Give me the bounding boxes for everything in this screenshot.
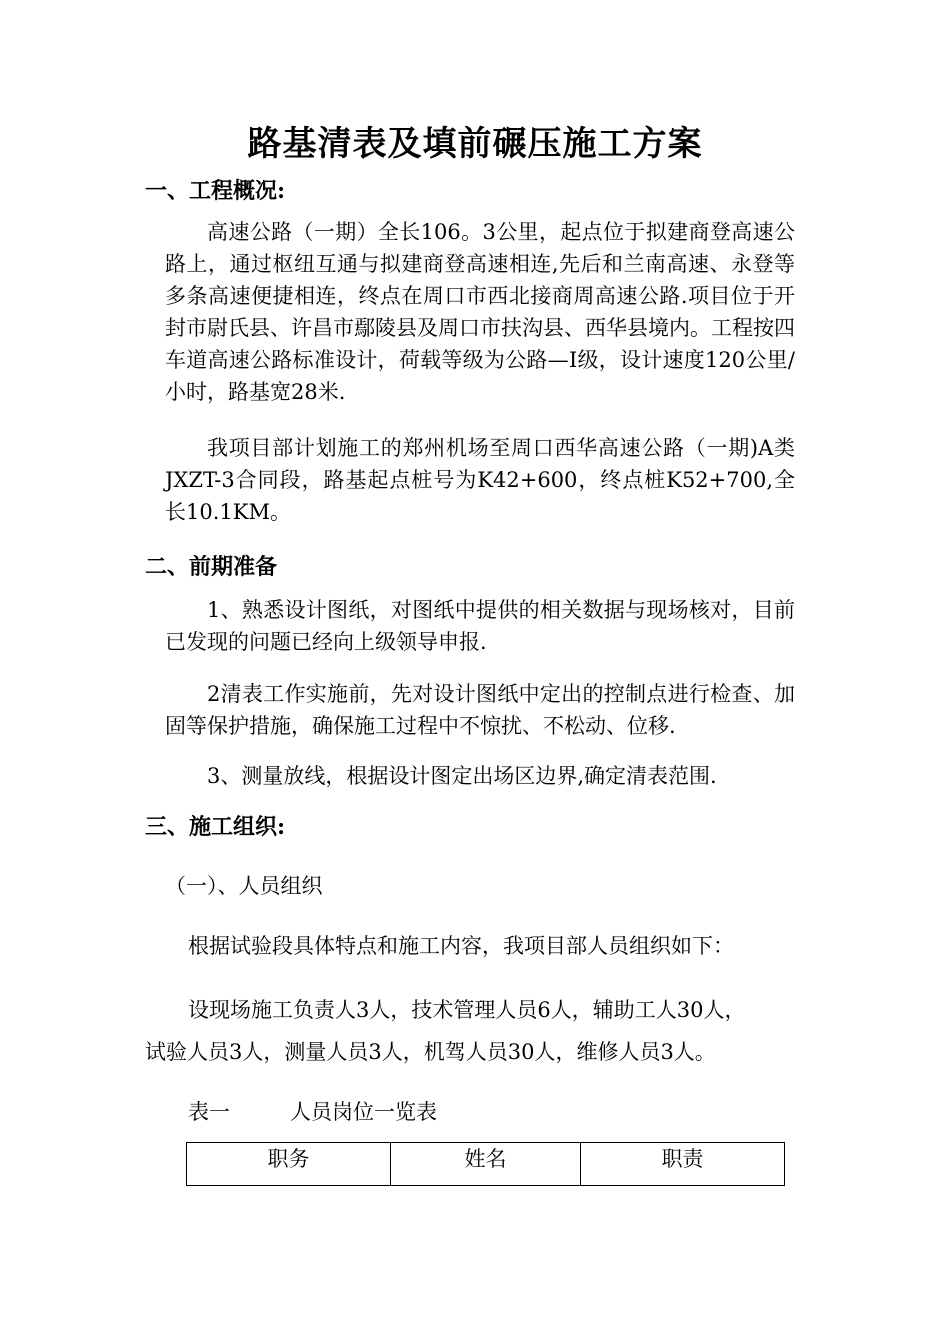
paragraph-overview-1: 高速公路（一期）全长106。3公里，起点位于拟建商登高速公路上，通过枢纽互通与拟建商登高速相连,先后和兰南高速、永登等多条高速便捷相连，终点在周口市西北接商周高速公路.项目位于开封市尉氏县、许昌市鄢陵县及周口市扶沟县、西华县境内。工程按四车道高速公路标准设计，荷载等级为公路—Ⅰ级，设计速度120公里/小时，路基宽28米. <box>165 220 795 404</box>
document-title: 路基清表及填前碾压施工方案 <box>247 124 703 164</box>
table-header-name: 姓名 <box>391 1143 581 1186</box>
paragraph-preparation-3: 3、测量放线，根据设计图定出场区边界,确定清表范围. <box>207 764 717 788</box>
paragraph-preparation-2: 2清表工作实施前，先对设计图纸中定出的控制点进行检查、加固等保护措施，确保施工过程中不惊扰、不松动、位移. <box>165 682 795 738</box>
subheading-personnel: （一）、人员组织 <box>165 874 323 898</box>
paragraph-staff-line-1: 设现场施工负责人3人，技术管理人员6人，辅助工人30人， <box>188 998 746 1022</box>
table-header-position: 职务 <box>187 1143 391 1186</box>
table-header-row <box>187 1143 785 1186</box>
section-heading-preparation: 二、前期准备 <box>145 554 278 580</box>
section-heading-overview: 一、工程概况: <box>145 178 286 204</box>
table-caption-title: 人员岗位一览表 <box>290 1100 437 1124</box>
paragraph-personnel-intro: 根据试验段具体特点和施工内容，我项目部人员组织如下： <box>188 934 734 958</box>
table-caption-number: 表一 <box>188 1100 230 1124</box>
personnel-table <box>186 1142 785 1186</box>
paragraph-overview-2: 我项目部计划施工的郑州机场至周口西华高速公路（一期)A类JXZT-3合同段，路基起点桩号为K42+600，终点桩K52+700,全长10.1KM。 <box>165 436 795 524</box>
paragraph-staff-line-2: 试验人员3人，测量人员3人，机驾人员30人，维修人员3人。 <box>145 1040 716 1064</box>
table-header-duty: 职责 <box>581 1143 785 1186</box>
section-heading-organization: 三、施工组织: <box>145 814 286 840</box>
paragraph-preparation-1: 1、熟悉设计图纸，对图纸中提供的相关数据与现场核对，目前已发现的问题已经向上级领导申报. <box>165 598 795 654</box>
